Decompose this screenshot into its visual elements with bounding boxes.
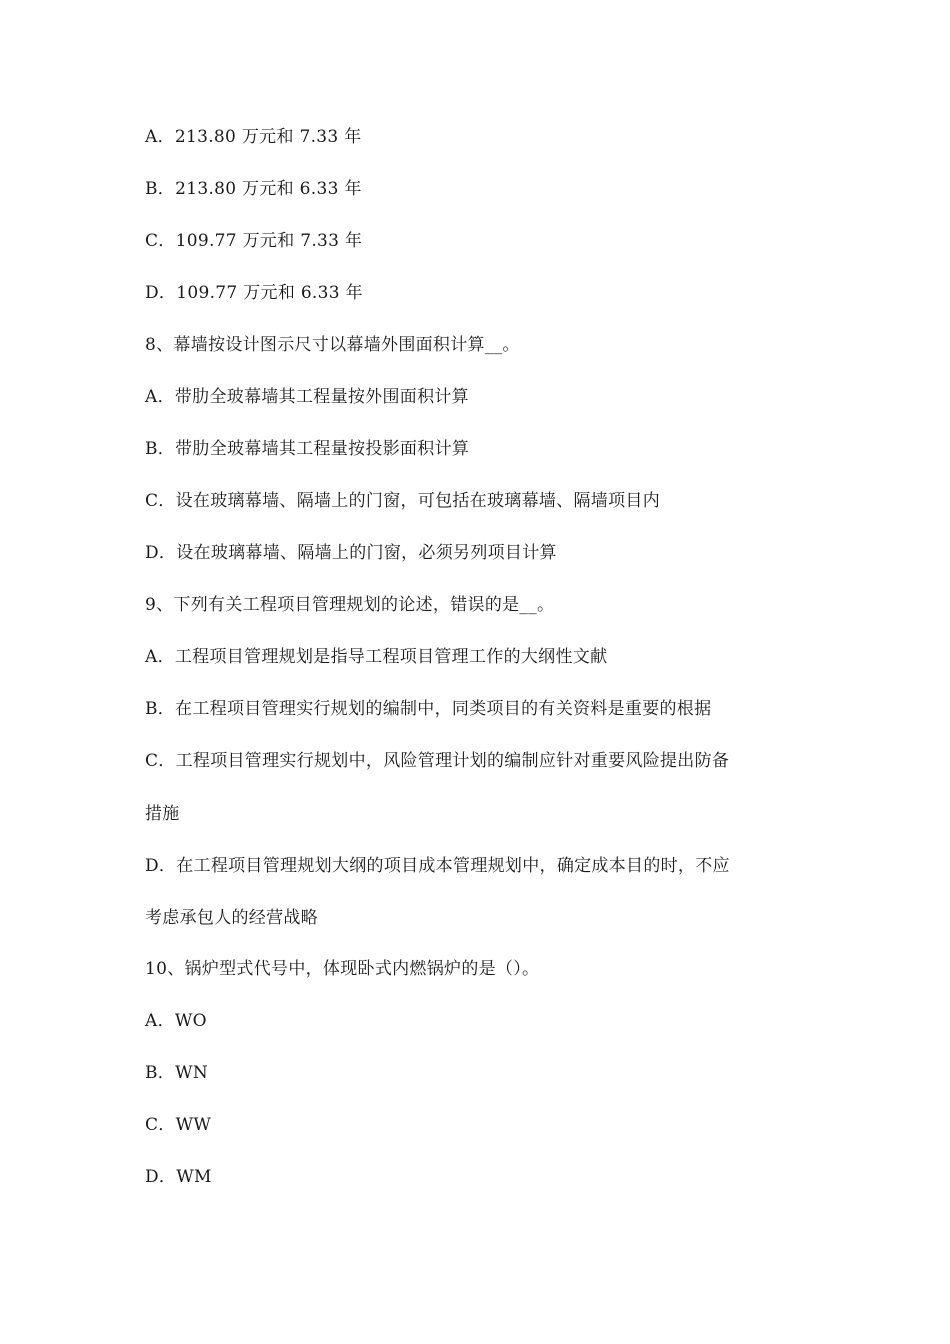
q10-option-b: B．WN (145, 1063, 209, 1083)
q8-option-a: A．带肋全玻幕墙其工程量按外围面积计算 (145, 387, 469, 407)
q9-option-d: D．在工程项目管理规划大纲的项目成本管理规划中，确定成本目的时，不应 (145, 856, 730, 876)
q9-option-a: A．工程项目管理规划是指导工程项目管理工作的大纲性文献 (145, 647, 608, 667)
q8-option-d: D．设在玻璃幕墙、隔墙上的门窗，必须另列项目计算 (145, 543, 557, 563)
q8-question: 8、幕墙按设计图示尺寸以幕墙外围面积计算__。 (145, 335, 520, 355)
q9-option-c: C．工程项目管理实行规划中，风险管理计划的编制应针对重要风险提出防备 (145, 751, 730, 771)
q7-option-b: B．213.80 万元和 6.33 年 (145, 179, 362, 199)
q10-question: 10、锅炉型式代号中，体现卧式内燃锅炉的是（）。 (145, 959, 540, 979)
q9-option-d-continued: 考虑承包人的经营战略 (145, 908, 318, 928)
q8-option-b: B．带肋全玻幕墙其工程量按投影面积计算 (145, 439, 470, 459)
q10-option-d: D．WM (145, 1167, 212, 1187)
q9-question: 9、下列有关工程项目管理规划的论述，错误的是__。 (145, 595, 555, 615)
q9-option-b: B．在工程项目管理实行规划的编制中，同类项目的有关资料是重要的根据 (145, 699, 712, 719)
q7-option-a: A．213.80 万元和 7.33 年 (145, 127, 362, 147)
q9-option-c-continued: 措施 (145, 804, 180, 824)
q10-option-a: A．WO (145, 1011, 207, 1031)
q7-option-d: D．109.77 万元和 6.33 年 (145, 283, 363, 303)
q8-option-c: C．设在玻璃幕墙、隔墙上的门窗，可包括在玻璃幕墙、隔墙项目内 (145, 491, 661, 511)
q10-option-c: C．WW (145, 1115, 212, 1135)
q7-option-c: C．109.77 万元和 7.33 年 (145, 231, 363, 251)
